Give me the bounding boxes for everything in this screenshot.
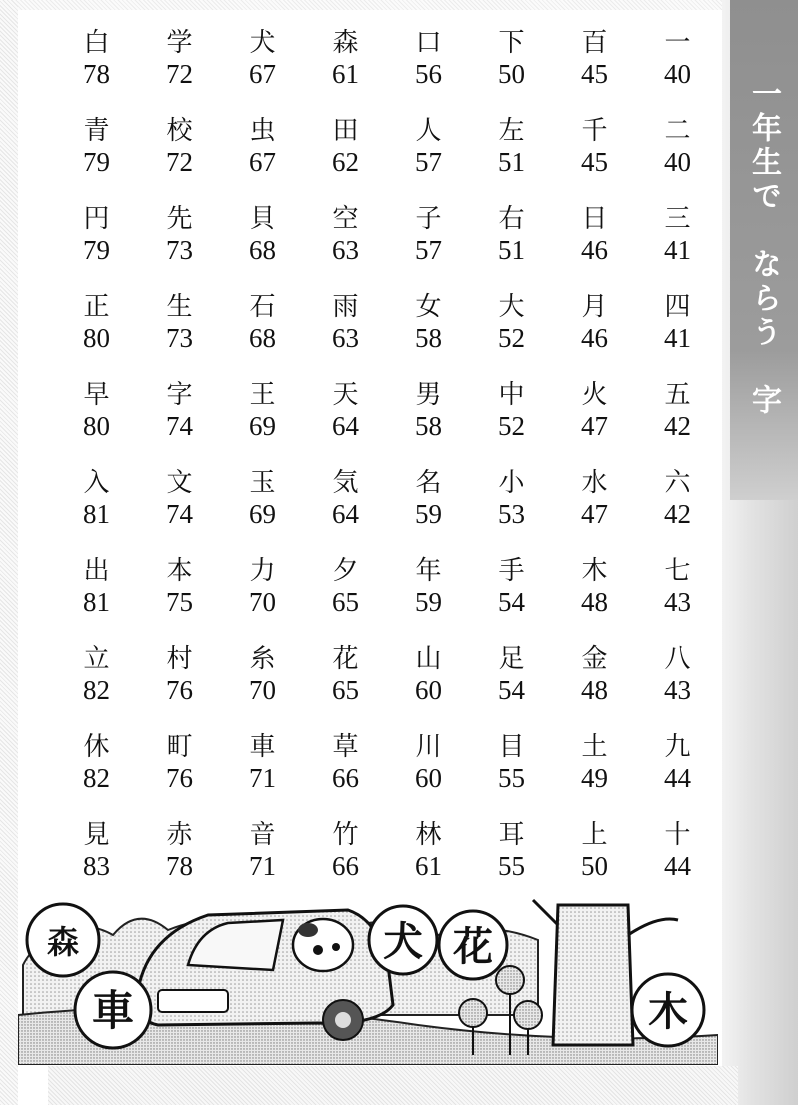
page-number: 78	[83, 59, 110, 89]
page-number: 59	[415, 499, 442, 529]
page-number: 78	[166, 851, 193, 881]
kanji-entry	[636, 380, 719, 468]
page-number: 68	[249, 323, 276, 353]
page-number: 79	[83, 235, 110, 265]
kanji-entry	[55, 380, 138, 468]
kanji-character: 花	[332, 644, 359, 674]
chapter-side-tab	[722, 0, 798, 1105]
kanji-character: 見	[83, 820, 110, 850]
page-number: 51	[498, 235, 525, 265]
kanji-character: 白	[83, 28, 110, 58]
page-number: 71	[249, 851, 276, 881]
kanji-entry	[387, 28, 470, 116]
kanji-character: 山	[415, 644, 442, 674]
kanji-character: 雨	[332, 292, 359, 322]
kanji-entry	[138, 732, 221, 820]
kanji-character: 貝	[249, 204, 276, 234]
dog-character	[293, 919, 353, 971]
kanji-character: 車	[249, 732, 276, 762]
kanji-entry	[304, 204, 387, 292]
kanji-entry	[221, 468, 304, 556]
page-number: 58	[415, 323, 442, 353]
kanji-character: 校	[166, 116, 193, 146]
kanji-entry	[553, 644, 636, 732]
kanji-entry	[221, 292, 304, 380]
kanji-entry	[387, 556, 470, 644]
page-number: 61	[332, 59, 359, 89]
kanji-character: 足	[498, 644, 525, 674]
kanji-entry	[55, 468, 138, 556]
page-number: 47	[581, 411, 608, 441]
badge-inu	[369, 906, 437, 974]
kanji-character: 水	[581, 468, 608, 498]
kanji-character: 川	[415, 732, 442, 762]
kanji-entry	[387, 644, 470, 732]
page-number: 68	[249, 235, 276, 265]
page-number: 76	[166, 675, 193, 705]
kanji-character: 木	[581, 556, 608, 586]
kanji-character: 立	[83, 644, 110, 674]
kanji-entry	[138, 204, 221, 292]
page-number: 83	[83, 851, 110, 881]
kanji-entry	[304, 292, 387, 380]
kanji-entry	[553, 556, 636, 644]
kanji-character: 右	[498, 204, 525, 234]
page-number: 44	[664, 851, 691, 881]
page-top-edge	[0, 0, 740, 10]
page-number: 48	[581, 675, 608, 705]
kanji-entry	[636, 468, 719, 556]
kanji-entry	[55, 292, 138, 380]
page-bottom-edge	[48, 1066, 738, 1105]
kanji-character: 王	[249, 380, 276, 410]
kanji-character: 下	[498, 28, 525, 58]
kanji-character: 口	[415, 28, 442, 58]
kanji-entry	[387, 292, 470, 380]
kanji-entry	[387, 732, 470, 820]
page-number: 55	[498, 851, 525, 881]
kanji-entry	[138, 28, 221, 116]
page-number: 72	[166, 59, 193, 89]
page-number: 48	[581, 587, 608, 617]
kanji-character: 四	[664, 292, 691, 322]
kanji-character: 正	[83, 292, 110, 322]
kanji-entry	[55, 116, 138, 204]
page-number: 46	[581, 323, 608, 353]
page-number: 66	[332, 763, 359, 793]
kanji-entry	[636, 28, 719, 116]
kanji-entry	[387, 116, 470, 204]
kanji-entry	[221, 644, 304, 732]
page-number: 76	[166, 763, 193, 793]
kanji-entry	[470, 468, 553, 556]
page-left-edge	[0, 0, 18, 1105]
kanji-entry	[55, 732, 138, 820]
kanji-entry	[138, 644, 221, 732]
car-drawing	[137, 910, 393, 1040]
kanji-character: 森	[332, 28, 359, 58]
kanji-entry	[636, 116, 719, 204]
kanji-entry	[304, 468, 387, 556]
kanji-character: 犬	[249, 28, 276, 58]
kanji-character: 土	[581, 732, 608, 762]
page-number: 82	[83, 675, 110, 705]
kanji-character: 学	[166, 28, 193, 58]
page-number: 41	[664, 235, 691, 265]
page-number: 72	[166, 147, 193, 177]
page-number: 64	[332, 499, 359, 529]
page-number: 62	[332, 147, 359, 177]
kanji-character: 二	[664, 116, 691, 146]
page-number: 82	[83, 763, 110, 793]
kanji-character: 金	[581, 644, 608, 674]
page-number: 56	[415, 59, 442, 89]
kanji-entry	[221, 116, 304, 204]
kanji-character: 入	[83, 468, 110, 498]
page-number: 50	[581, 851, 608, 881]
kanji-character: 手	[498, 556, 525, 586]
kanji-entry	[470, 116, 553, 204]
kanji-character: 村	[166, 644, 193, 674]
badge-kuruma-text: 車	[91, 986, 135, 1035]
kanji-character: 六	[664, 468, 691, 498]
kanji-entry	[470, 556, 553, 644]
kanji-entry	[55, 204, 138, 292]
kanji-character: 五	[664, 380, 691, 410]
kanji-entry	[138, 292, 221, 380]
kanji-entry	[221, 380, 304, 468]
kanji-character: 林	[415, 820, 442, 850]
kanji-entry	[470, 644, 553, 732]
page-number: 63	[332, 323, 359, 353]
kanji-entry	[636, 732, 719, 820]
kanji-character: 百	[581, 28, 608, 58]
page-number: 53	[498, 499, 525, 529]
side-tab-label: 一年生で ならう 字	[746, 78, 781, 418]
kanji-entry	[304, 380, 387, 468]
kanji-entry	[553, 380, 636, 468]
page-number: 70	[249, 587, 276, 617]
page-number: 52	[498, 411, 525, 441]
page-number: 42	[664, 411, 691, 441]
kanji-entry	[553, 204, 636, 292]
page-number: 66	[332, 851, 359, 881]
kanji-entry	[304, 116, 387, 204]
kanji-character: 円	[83, 204, 110, 234]
kanji-entry	[138, 556, 221, 644]
page-number: 67	[249, 59, 276, 89]
page-number: 44	[664, 763, 691, 793]
page-number: 59	[415, 587, 442, 617]
badge-mori	[27, 904, 99, 976]
badge-mori-text: 森	[46, 923, 80, 961]
kanji-entry	[470, 380, 553, 468]
page-number: 55	[498, 763, 525, 793]
kanji-entry	[138, 380, 221, 468]
kanji-entry	[636, 204, 719, 292]
page-number: 71	[249, 763, 276, 793]
kanji-character: 出	[83, 556, 110, 586]
kanji-entry	[304, 556, 387, 644]
kanji-character: 文	[166, 468, 193, 498]
kanji-character: 年	[415, 556, 442, 586]
badge-ki-text: 木	[648, 989, 688, 1035]
page-number: 57	[415, 235, 442, 265]
kanji-entry	[138, 116, 221, 204]
kanji-character: 力	[249, 556, 276, 586]
illustration-scene	[18, 895, 718, 1065]
kanji-entry	[55, 28, 138, 116]
kanji-character: 日	[581, 204, 608, 234]
page-number: 57	[415, 147, 442, 177]
kanji-character: 一	[664, 28, 691, 58]
page-number: 43	[664, 587, 691, 617]
kanji-character: 生	[166, 292, 193, 322]
page-number: 70	[249, 675, 276, 705]
page-number: 49	[581, 763, 608, 793]
kanji-entry	[553, 468, 636, 556]
kanji-character: 竹	[332, 820, 359, 850]
page-number: 73	[166, 323, 193, 353]
kanji-character: 石	[249, 292, 276, 322]
page-number: 58	[415, 411, 442, 441]
badge-kuruma	[75, 972, 151, 1048]
kanji-entry	[304, 28, 387, 116]
kanji-character: 月	[581, 292, 608, 322]
kanji-character: 十	[664, 820, 691, 850]
kanji-entry	[553, 116, 636, 204]
page-number: 60	[415, 675, 442, 705]
kanji-character: 左	[498, 116, 525, 146]
page-number: 79	[83, 147, 110, 177]
page-number: 67	[249, 147, 276, 177]
kanji-character: 字	[166, 380, 193, 410]
kanji-character: 町	[166, 732, 193, 762]
kanji-index-grid	[55, 28, 720, 908]
page-number: 81	[83, 587, 110, 617]
kanji-entry	[387, 380, 470, 468]
kanji-entry	[553, 28, 636, 116]
kanji-entry	[221, 28, 304, 116]
page-number: 65	[332, 675, 359, 705]
kanji-character: 七	[664, 556, 691, 586]
page-number: 46	[581, 235, 608, 265]
kanji-entry	[470, 292, 553, 380]
kanji-character: 音	[249, 820, 276, 850]
kanji-character: 玉	[249, 468, 276, 498]
page-number: 73	[166, 235, 193, 265]
page-number: 54	[498, 587, 525, 617]
page-number: 74	[166, 499, 193, 529]
kanji-entry	[553, 732, 636, 820]
kanji-character: 三	[664, 204, 691, 234]
kanji-entry	[55, 644, 138, 732]
kanji-entry	[636, 644, 719, 732]
kanji-character: 天	[332, 380, 359, 410]
page-number: 74	[166, 411, 193, 441]
kanji-character: 草	[332, 732, 359, 762]
kanji-character: 田	[332, 116, 359, 146]
page-number: 41	[664, 323, 691, 353]
kanji-character: 上	[581, 820, 608, 850]
kanji-character: 千	[581, 116, 608, 146]
kanji-character: 本	[166, 556, 193, 586]
kanji-character: 名	[415, 468, 442, 498]
kanji-character: 赤	[166, 820, 193, 850]
page-number: 43	[664, 675, 691, 705]
page-number: 50	[498, 59, 525, 89]
kanji-character: 青	[83, 116, 110, 146]
page-number: 63	[332, 235, 359, 265]
page-number: 40	[664, 59, 691, 89]
page-number: 54	[498, 675, 525, 705]
badge-ki	[632, 974, 704, 1046]
kanji-entry	[470, 204, 553, 292]
kanji-character: 男	[415, 380, 442, 410]
badge-hana-text: 花	[453, 924, 493, 970]
page-number: 40	[664, 147, 691, 177]
kanji-entry	[221, 556, 304, 644]
page-number: 60	[415, 763, 442, 793]
kanji-character: 小	[498, 468, 525, 498]
kanji-entry	[636, 556, 719, 644]
page-number: 45	[581, 147, 608, 177]
kanji-entry	[636, 292, 719, 380]
kanji-entry	[138, 468, 221, 556]
kanji-character: 夕	[332, 556, 359, 586]
kanji-entry	[470, 28, 553, 116]
kanji-entry	[387, 204, 470, 292]
kanji-character: 休	[83, 732, 110, 762]
kanji-character: 早	[83, 380, 110, 410]
kanji-entry	[304, 732, 387, 820]
kanji-character: 女	[415, 292, 442, 322]
kanji-entry	[55, 556, 138, 644]
kanji-character: 火	[581, 380, 608, 410]
kanji-entry	[387, 468, 470, 556]
page-number: 69	[249, 499, 276, 529]
kanji-character: 糸	[249, 644, 276, 674]
page-number: 47	[581, 499, 608, 529]
page-number: 45	[581, 59, 608, 89]
kanji-character: 空	[332, 204, 359, 234]
kanji-character: 子	[415, 204, 442, 234]
page-number: 65	[332, 587, 359, 617]
page-number: 64	[332, 411, 359, 441]
kanji-character: 耳	[498, 820, 525, 850]
kanji-character: 大	[498, 292, 525, 322]
kanji-character: 目	[498, 732, 525, 762]
kanji-entry	[470, 732, 553, 820]
kanji-entry	[221, 732, 304, 820]
page-number: 51	[498, 147, 525, 177]
kanji-character: 人	[415, 116, 442, 146]
badge-inu-text: 犬	[383, 919, 423, 965]
page-number: 52	[498, 323, 525, 353]
page-number: 69	[249, 411, 276, 441]
kanji-character: 八	[664, 644, 691, 674]
page-number: 75	[166, 587, 193, 617]
kanji-character: 先	[166, 204, 193, 234]
kanji-entry	[221, 204, 304, 292]
page-number: 80	[83, 411, 110, 441]
badge-hana	[439, 911, 507, 979]
kanji-character: 中	[498, 380, 525, 410]
page-number: 80	[83, 323, 110, 353]
kanji-character: 九	[664, 732, 691, 762]
kanji-entry	[553, 292, 636, 380]
kanji-character: 虫	[249, 116, 276, 146]
kanji-entry	[304, 644, 387, 732]
kanji-character: 気	[332, 468, 359, 498]
page-number: 81	[83, 499, 110, 529]
page-number: 61	[415, 851, 442, 881]
page-number: 42	[664, 499, 691, 529]
